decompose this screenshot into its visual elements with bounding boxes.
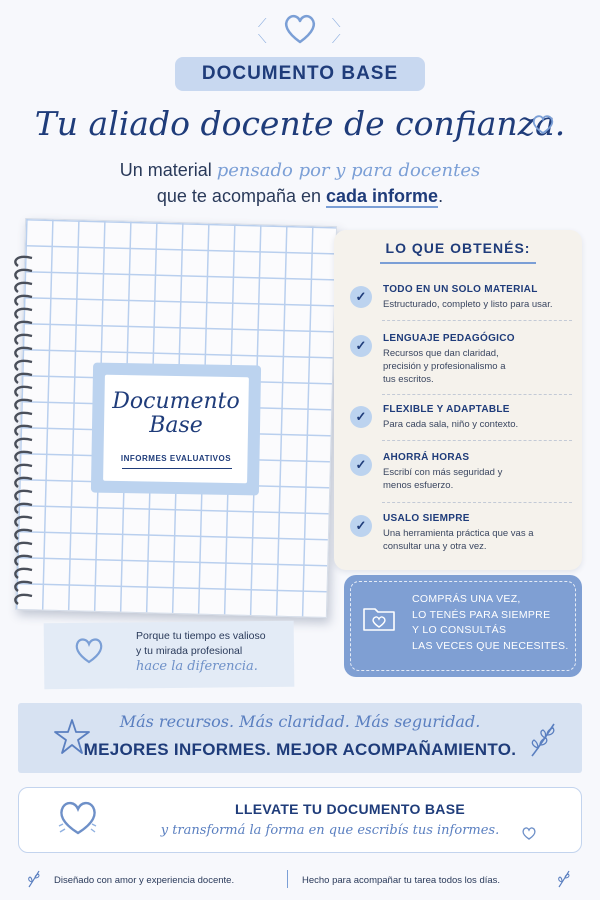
- benefit-title: FLEXIBLE Y ADAPTABLE: [383, 404, 510, 415]
- benefit-item: [350, 452, 575, 492]
- purchase-line: LO TENÉS PARA SIEMPRE: [412, 608, 551, 621]
- check-icon: ✓: [350, 406, 372, 428]
- benefit-item: [350, 404, 575, 431]
- note-line1: Porque tu tiempo es valioso: [136, 630, 266, 642]
- benefit-item: [350, 333, 575, 386]
- cta-subtitle: y transformá la forma en que escribís tus informes.: [160, 823, 500, 838]
- check-icon: ✓: [350, 515, 372, 537]
- divider: [382, 440, 572, 441]
- banner-tagline: Más recursos. Más claridad. Más seguridad.: [119, 712, 481, 731]
- folder-heart-icon: [362, 603, 396, 633]
- divider: [382, 320, 572, 321]
- purchase-line: COMPRÁS UNA VEZ,: [412, 593, 521, 605]
- subheadline2-suffix: .: [438, 186, 444, 206]
- notebook-title-line2: Base: [149, 413, 203, 438]
- notebook-title: [104, 390, 248, 438]
- banner-headline: MEJORES INFORMES. MEJOR ACOMPAÑAMIENTO.: [83, 740, 517, 759]
- leaf-icon: [556, 869, 572, 889]
- benefit-title: LENGUAJE PEDAGÓGICO: [383, 333, 515, 344]
- benefit-item: [350, 284, 575, 311]
- note-line3: hace la diferencia.: [136, 659, 258, 674]
- leaf-icon: [26, 869, 42, 889]
- benefit-description: Una herramienta práctica que vas a consultar una y otra vez.: [383, 528, 534, 552]
- benefits-title-underline: [380, 262, 536, 264]
- spiral-binding: [6, 254, 36, 614]
- check-icon: ✓: [350, 286, 372, 308]
- benefit-title: AHORRÁ HORAS: [383, 452, 470, 463]
- sparkle-icon: ⟍: [332, 16, 341, 30]
- heart-icon: [56, 796, 100, 838]
- sparkle-icon: ⟋: [258, 16, 267, 30]
- benefit-description: Estructurado, completo y listo para usar.: [383, 299, 553, 310]
- notebook-title-line1: Documento: [112, 389, 240, 414]
- document-badge: DOCUMENTO BASE: [175, 57, 425, 91]
- benefit-description: Escribí con más seguridad y menos esfuerzo.: [383, 467, 503, 491]
- page-headline: Tu aliado docente de confianza.: [34, 104, 566, 143]
- sparkle-icon: ⟍: [258, 32, 267, 46]
- divider: [382, 502, 572, 503]
- purchase-line: LAS VECES QUE NECESITES.: [412, 639, 569, 652]
- benefit-description: Recursos que dan claridad, precisión y profesionalismo a tus escritos.: [383, 348, 506, 385]
- benefit-description: Para cada sala, niño y contexto.: [383, 419, 519, 430]
- check-icon: ✓: [350, 454, 372, 476]
- heart-icon: [280, 10, 320, 46]
- heart-icon: [520, 825, 538, 841]
- cta-title[interactable]: LLEVATE TU DOCUMENTO BASE: [235, 801, 465, 817]
- heart-icon: [72, 634, 106, 666]
- benefit-title: TODO EN UN SOLO MATERIAL: [383, 284, 538, 295]
- benefits-title: LO QUE OBTENÉS:: [385, 240, 531, 256]
- subheadline-line1: [0, 160, 600, 181]
- sparkle-icon: ⟋: [332, 32, 341, 46]
- subheadline2-prefix: que te acompaña en: [156, 186, 327, 206]
- benefit-item: [350, 513, 575, 553]
- purchase-text: [412, 592, 577, 654]
- note-line2: y tu mirada profesional: [136, 645, 243, 657]
- subheadline-prefix: Un material: [119, 160, 217, 180]
- cta-card[interactable]: [18, 787, 582, 853]
- divider: [382, 394, 572, 395]
- check-icon: ✓: [350, 335, 372, 357]
- heart-icon: [530, 112, 556, 136]
- footer-left-text: Diseñado con amor y experiencia docente.: [54, 875, 235, 886]
- notebook-subtitle-underline: [122, 468, 232, 469]
- footer-divider: [287, 870, 288, 888]
- subheadline2-bold: cada informe: [326, 186, 439, 206]
- footer-right-text: Hecho para acompañar tu tarea todos los días.: [302, 875, 501, 886]
- notebook-subtitle: INFORMES EVALUATIVOS: [120, 454, 232, 463]
- benefit-title: USALO SIEMPRE: [383, 513, 470, 524]
- subheadline-line2: [0, 186, 600, 207]
- purchase-line: Y LO CONSULTÁS: [412, 624, 507, 636]
- subheadline-accent: pensado por y para docentes: [216, 160, 481, 181]
